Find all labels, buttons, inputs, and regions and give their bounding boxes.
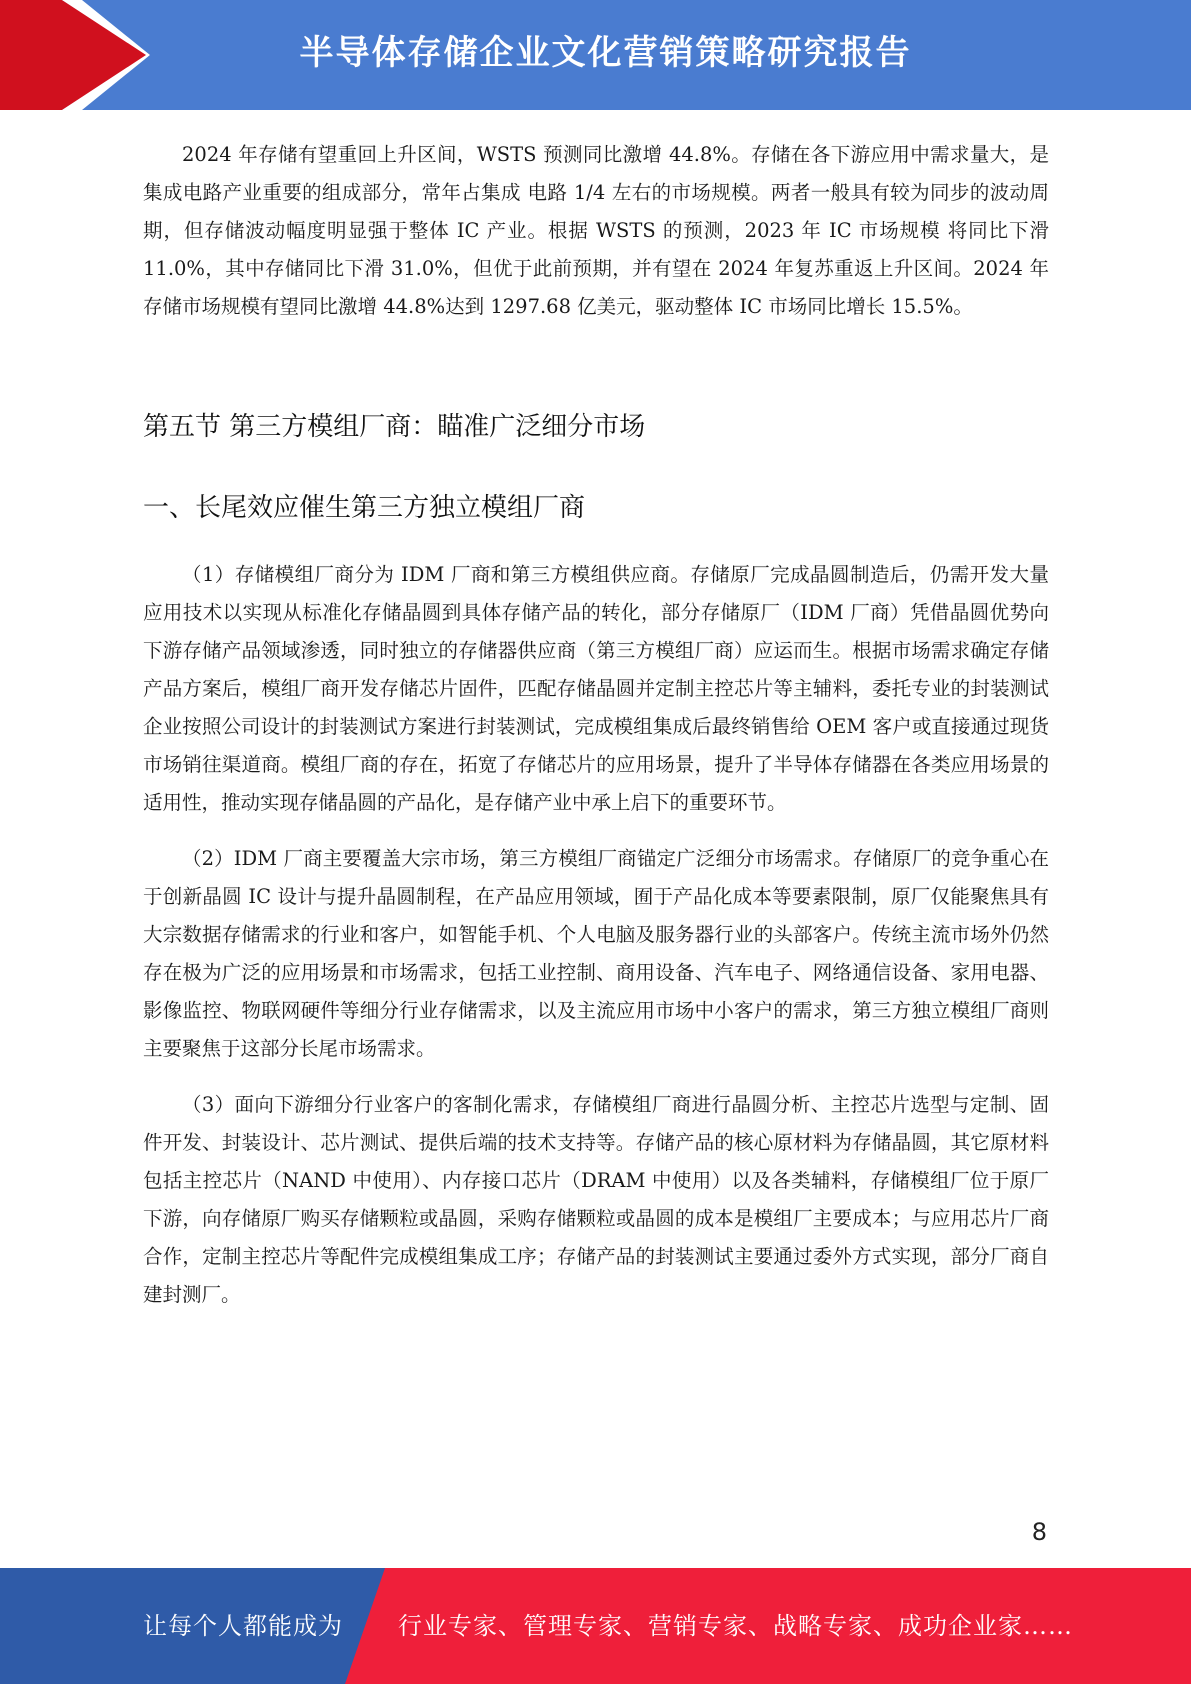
main-content bbox=[143, 136, 1049, 1314]
subsection-heading: 一、长尾效应催生第三方独立模组厂商 bbox=[143, 493, 586, 523]
page-number: 8 bbox=[1031, 1518, 1047, 1546]
intro-paragraph: 2024 年存储有望重回上升区间，WSTS 预测同比激增 44.8%。存储在各下游应用中需求量大，是集成电路产业重要的组成部分，常年占集成 电路 1/4 左右的市场规模。两者一般具有较为同步的波动周期，但存储波动幅度明显强于整体 IC 产业。根据 WSTS 的预测，2023 年 IC 市场规模 将同比下滑 11.0%，其中存储同比下滑 31.0%，但优于此前预期，并有望在 2024 年复苏重返上升区间。2024 年存储市场规模有望同比激增 44.8%达到 1297.68 亿美元，驱动整体 IC 市场同比增长 15.5%。 bbox=[143, 143, 1049, 318]
page-footer bbox=[0, 1568, 1191, 1684]
page-header bbox=[0, 0, 1191, 110]
section-heading: 第五节 第三方模组厂商：瞄准广泛细分市场 bbox=[143, 412, 646, 442]
paragraph-3: （3）面向下游细分行业客户的客制化需求，存储模组厂商进行晶圆分析、主控芯片选型与定制、固件开发、封装设计、芯片测试、提供后端的技术支持等。存储产品的核心原材料为存储晶圆，其它原材料包括主控芯片（NAND 中使用）、内存接口芯片（DRAM 中使用）以及各类辅料，存储模组厂位于原厂下游，向存储原厂购买存储颗粒或晶圆，采购存储颗粒或晶圆的成本是模组厂主要成本；与应用芯片厂商合作，定制主控芯片等配件完成模组集成工序；存储产品的封装测试主要通过委外方式实现，部分厂商自建封测厂。 bbox=[143, 1093, 1049, 1306]
footer-slogan-right: 行业专家、管理专家、营销专家、战略专家、成功企业家…… bbox=[398, 1612, 1073, 1640]
header-title: 半导体存储企业文化营销策略研究报告 bbox=[299, 33, 912, 73]
paragraph-2: （2）IDM 厂商主要覆盖大宗市场，第三方模组厂商锚定广泛细分市场需求。存储原厂的竞争重心在于创新晶圆 IC 设计与提升晶圆制程，在产品应用领域，囿于产品化成本等要素限制，原厂仅能聚焦具有大宗数据存储需求的行业和客户，如智能手机、个人电脑及服务器行业的头部客户。传统主流市场外仍然存在极为广泛的应用场景和市场需求，包括工业控制、商用设备、汽车电子、网络通信设备、家用电器、影像监控、物联网硬件等细分行业存储需求，以及主流应用市场中小客户的需求，第三方独立模组厂商则主要聚焦于这部分长尾市场需求。 bbox=[143, 847, 1049, 1060]
paragraph-1: （1）存储模组厂商分为 IDM 厂商和第三方模组供应商。存储原厂完成晶圆制造后，仍需开发大量应用技术以实现从标准化存储晶圆到具体存储产品的转化，部分存储原厂（IDM 厂商）凭借晶圆优势向下游存储产品领域渗透，同时独立的存储器供应商（第三方模组厂商）应运而生。根据市场需求确定存储产品方案后，模组厂商开发存储芯片固件，匹配存储晶圆并定制主控芯片等主辅料，委托专业的封装测试企业按照公司设计的封装测试方案进行封装测试，完成模组集成后最终销售给 OEM 客户或直接通过现货市场销往渠道商。模组厂商的存在，拓宽了存储芯片的应用场景，提升了半导体存储器在各类应用场景的适用性，推动实现存储晶圆的产品化，是存储产业中承上启下的重要环节。 bbox=[143, 563, 1049, 814]
footer-slogan-left: 让每个人都能成为 bbox=[143, 1612, 343, 1640]
